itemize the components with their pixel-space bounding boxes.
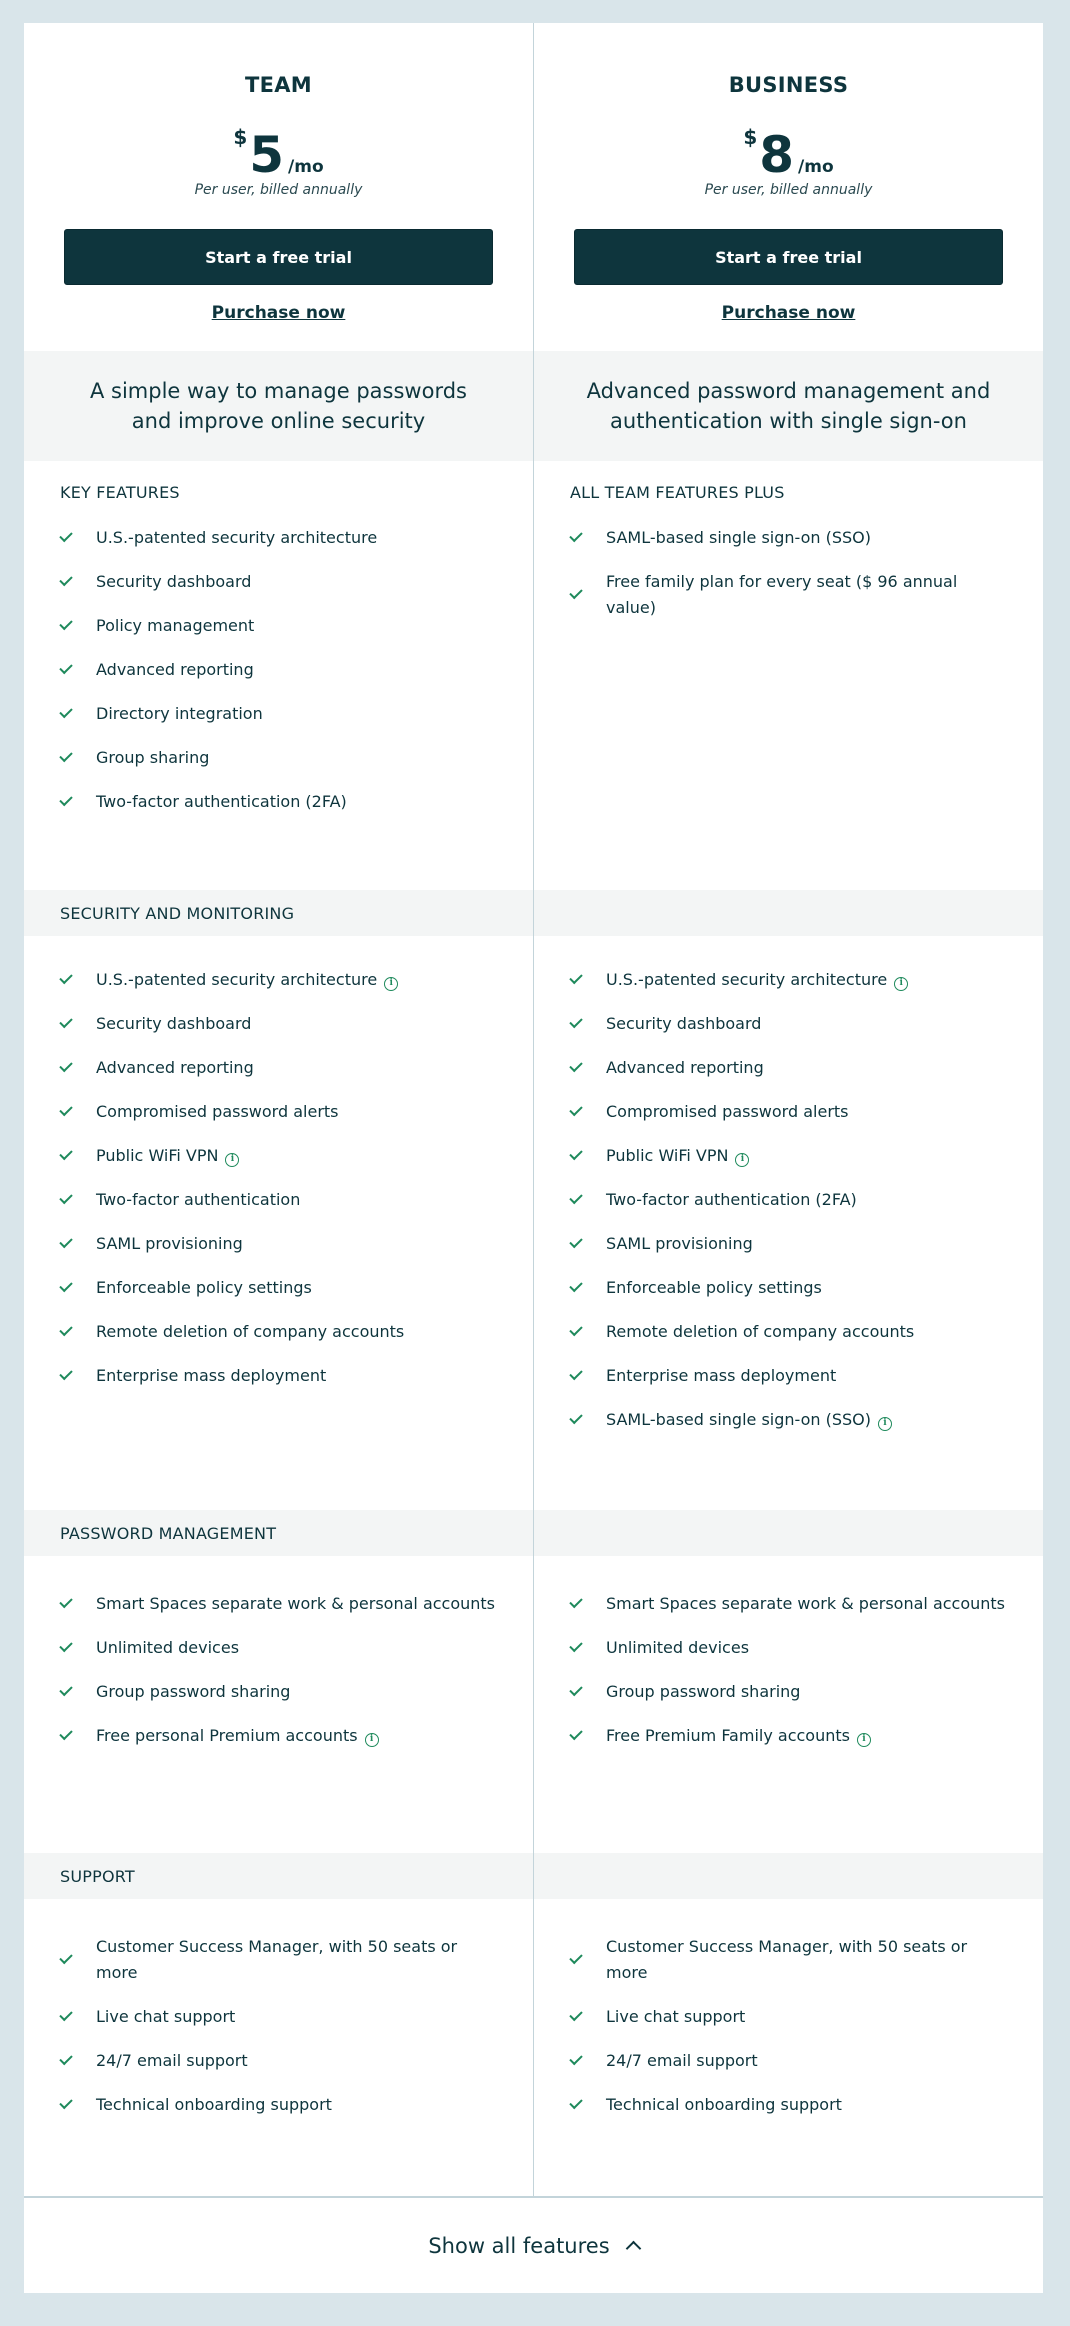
check-icon [569, 2096, 582, 2109]
check-icon [569, 2008, 582, 2021]
check-icon [59, 1279, 72, 1292]
feature-text: Enforceable policy settings [606, 1278, 822, 1297]
feature-list [60, 967, 500, 1389]
feature-item [570, 1591, 1010, 1617]
check-icon [569, 1683, 582, 1696]
feature-item [60, 1143, 500, 1169]
feature-text: Public WiFi VPN i [96, 1143, 239, 1169]
check-icon [59, 1727, 72, 1740]
check-icon [59, 2052, 72, 2065]
feature-item [570, 1011, 1010, 1037]
plan-column-team [24, 23, 533, 2196]
feature-item [60, 1723, 500, 1749]
feature-item [570, 1407, 1010, 1433]
feature-list [570, 525, 1010, 621]
feature-list [570, 1934, 1010, 2118]
feature-text: Enterprise mass deployment [96, 1366, 327, 1385]
feature-text: Free Premium Family accounts i [606, 1723, 871, 1749]
check-icon [59, 2008, 72, 2021]
section-band-empty [534, 1510, 1043, 1556]
check-icon [59, 1059, 72, 1072]
purchase-now-link[interactable]: Purchase now [721, 303, 856, 323]
feature-item [60, 2004, 500, 2030]
feature-text: Advanced reporting [96, 1058, 254, 1077]
feature-item [60, 2048, 500, 2074]
check-icon [59, 705, 72, 718]
feature-text: Compromised password alerts [96, 1102, 339, 1121]
feature-item [60, 1319, 500, 1345]
check-icon [59, 1235, 72, 1248]
feature-item [570, 1099, 1010, 1125]
check-icon [59, 793, 72, 806]
feature-text: Free family plan for every seat ($ 96 annual value) [606, 572, 958, 617]
price-amount: 5 [249, 126, 285, 184]
price-amount: 8 [759, 126, 795, 184]
check-icon [569, 1323, 582, 1336]
check-icon [569, 1235, 582, 1248]
check-icon [59, 1323, 72, 1336]
feature-item [570, 1275, 1010, 1301]
feature-item [570, 1934, 1010, 1986]
feature-item [570, 1319, 1010, 1345]
feature-text: U.S.-patented security architecture [96, 528, 378, 547]
feature-text: Customer Success Manager, with 50 seats or more [606, 1937, 968, 1982]
feature-text: Group sharing [96, 748, 210, 767]
feature-item [60, 569, 500, 595]
section-band-empty [534, 890, 1043, 936]
feature-item [60, 967, 500, 993]
feature-item [60, 1055, 500, 1081]
feature-item [60, 745, 500, 771]
feature-text: Enterprise mass deployment [606, 1366, 837, 1385]
feature-text: SAML-based single sign-on (SSO) [606, 528, 871, 547]
show-all-label: Show all features [428, 2233, 610, 2258]
feature-item [60, 613, 500, 639]
section-title-key-features: ALL TEAM FEATURES PLUS [570, 483, 785, 502]
check-icon [569, 971, 582, 984]
purchase-now-link[interactable]: Purchase now [211, 303, 346, 323]
feature-item [570, 2004, 1010, 2030]
check-icon [59, 1951, 72, 1964]
chevron-up-icon [625, 2241, 641, 2257]
feature-text: Smart Spaces separate work & personal accounts [96, 1594, 496, 1613]
feature-text: Free personal Premium accounts i [96, 1723, 379, 1749]
feature-item [60, 1011, 500, 1037]
feature-text: Live chat support [96, 2007, 236, 2026]
check-icon [59, 661, 72, 674]
feature-item [570, 2092, 1010, 2118]
check-icon [59, 1103, 72, 1116]
check-icon [59, 1367, 72, 1380]
section-title-support: SUPPORT [24, 1853, 533, 1899]
plan-price [24, 125, 533, 184]
feature-item [570, 967, 1010, 993]
section-title-key-features: KEY FEATURES [60, 483, 180, 502]
feature-item [570, 1143, 1010, 1169]
feature-item [60, 1275, 500, 1301]
check-icon [569, 1367, 582, 1380]
feature-item [60, 701, 500, 727]
check-icon [59, 1595, 72, 1608]
check-icon [569, 1103, 582, 1116]
feature-text: Compromised password alerts [606, 1102, 849, 1121]
feature-item [60, 2092, 500, 2118]
feature-item [60, 1099, 500, 1125]
feature-item [570, 1187, 1010, 1213]
feature-list [60, 1591, 500, 1749]
feature-item [60, 1934, 500, 1986]
check-icon [59, 2096, 72, 2109]
feature-item [60, 525, 500, 551]
feature-text: Group password sharing [96, 1682, 291, 1701]
feature-item [570, 1723, 1010, 1749]
feature-item [570, 1231, 1010, 1257]
feature-item [60, 1187, 500, 1213]
info-icon[interactable]: i [894, 977, 908, 991]
check-icon [569, 1411, 582, 1424]
feature-text: Unlimited devices [96, 1638, 240, 1657]
check-icon [569, 1015, 582, 1028]
check-icon [59, 1639, 72, 1652]
feature-item [60, 1231, 500, 1257]
plan-price [534, 125, 1043, 184]
feature-text: Advanced reporting [96, 660, 254, 679]
plan-tagline: A simple way to manage passwords and improve online security [24, 351, 533, 461]
feature-text: Policy management [96, 616, 255, 635]
section-band-empty [534, 1853, 1043, 1899]
feature-text: Advanced reporting [606, 1058, 764, 1077]
feature-text: SAML provisioning [96, 1234, 243, 1253]
feature-text: Technical onboarding support [96, 2095, 332, 2114]
price-period: /mo [288, 157, 324, 177]
price-currency: $ [233, 125, 248, 149]
check-icon [569, 1951, 582, 1964]
billing-note: Per user, billed annually [704, 182, 873, 198]
feature-item [60, 1635, 500, 1661]
start-trial-button[interactable]: Start a free trial [64, 229, 493, 285]
check-icon [569, 1727, 582, 1740]
check-icon [569, 1279, 582, 1292]
check-icon [59, 529, 72, 542]
feature-text: Two-factor authentication (2FA) [606, 1190, 857, 1209]
plan-name: TEAM [244, 73, 313, 97]
feature-item [570, 1635, 1010, 1661]
check-icon [569, 1595, 582, 1608]
feature-text: Remote deletion of company accounts [606, 1322, 915, 1341]
feature-item [60, 1591, 500, 1617]
feature-text: 24/7 email support [96, 2051, 248, 2070]
feature-item [570, 2048, 1010, 2074]
feature-text: Directory integration [96, 704, 263, 723]
feature-item [570, 569, 1010, 621]
feature-list [570, 1591, 1010, 1749]
info-icon[interactable]: i [735, 1153, 749, 1167]
feature-list [60, 1934, 500, 2118]
check-icon [59, 1191, 72, 1204]
info-icon[interactable]: i [878, 1417, 892, 1431]
feature-text: Security dashboard [96, 1014, 252, 1033]
plan-name: BUSINESS [728, 73, 849, 97]
feature-text: Public WiFi VPN i [606, 1143, 749, 1169]
feature-item [570, 1055, 1010, 1081]
check-icon [59, 749, 72, 762]
info-icon[interactable]: i [857, 1733, 871, 1747]
check-icon [569, 529, 582, 542]
feature-text: Group password sharing [606, 1682, 801, 1701]
feature-text: Two-factor authentication [96, 1190, 301, 1209]
check-icon [59, 1147, 72, 1160]
feature-item [570, 525, 1010, 551]
info-icon[interactable]: i [365, 1733, 379, 1747]
feature-text: Security dashboard [606, 1014, 762, 1033]
check-icon [59, 971, 72, 984]
check-icon [569, 1147, 582, 1160]
feature-item [60, 789, 500, 815]
feature-text: SAML provisioning [606, 1234, 753, 1253]
feature-text: Live chat support [606, 2007, 746, 2026]
info-icon[interactable]: i [384, 977, 398, 991]
check-icon [59, 617, 72, 630]
feature-text: Security dashboard [96, 572, 252, 591]
price-period: /mo [798, 157, 834, 177]
feature-list [570, 967, 1010, 1433]
feature-list [60, 525, 500, 815]
section-title-security: SECURITY AND MONITORING [24, 890, 533, 936]
check-icon [569, 586, 582, 599]
feature-text: U.S.-patented security architecture i [96, 967, 398, 993]
price-currency: $ [743, 125, 758, 149]
section-title-password: PASSWORD MANAGEMENT [24, 1510, 533, 1556]
feature-text: 24/7 email support [606, 2051, 758, 2070]
plan-column-business [534, 23, 1043, 2196]
feature-text: U.S.-patented security architecture i [606, 967, 908, 993]
feature-text: Technical onboarding support [606, 2095, 842, 2114]
feature-item [60, 1363, 500, 1389]
feature-text: Smart Spaces separate work & personal accounts [606, 1594, 1006, 1613]
feature-text: Two-factor authentication (2FA) [96, 792, 347, 811]
feature-text: Unlimited devices [606, 1638, 750, 1657]
check-icon [569, 1191, 582, 1204]
billing-note: Per user, billed annually [194, 182, 363, 198]
feature-text: SAML-based single sign-on (SSO) i [606, 1407, 892, 1433]
feature-item [60, 1679, 500, 1705]
check-icon [59, 1683, 72, 1696]
check-icon [569, 2052, 582, 2065]
pricing-frame [24, 23, 1043, 2293]
start-trial-button[interactable]: Start a free trial [574, 229, 1003, 285]
show-all-features-button[interactable] [24, 2198, 1043, 2293]
feature-item [570, 1679, 1010, 1705]
check-icon [569, 1059, 582, 1072]
check-icon [569, 1639, 582, 1652]
feature-item [60, 657, 500, 683]
feature-text: Remote deletion of company accounts [96, 1322, 405, 1341]
check-icon [59, 573, 72, 586]
feature-text: Enforceable policy settings [96, 1278, 312, 1297]
plan-tagline: Advanced password management and authentication with single sign-on [534, 351, 1043, 461]
feature-item [570, 1363, 1010, 1389]
info-icon[interactable]: i [225, 1153, 239, 1167]
check-icon [59, 1015, 72, 1028]
feature-text: Customer Success Manager, with 50 seats or more [96, 1937, 458, 1982]
